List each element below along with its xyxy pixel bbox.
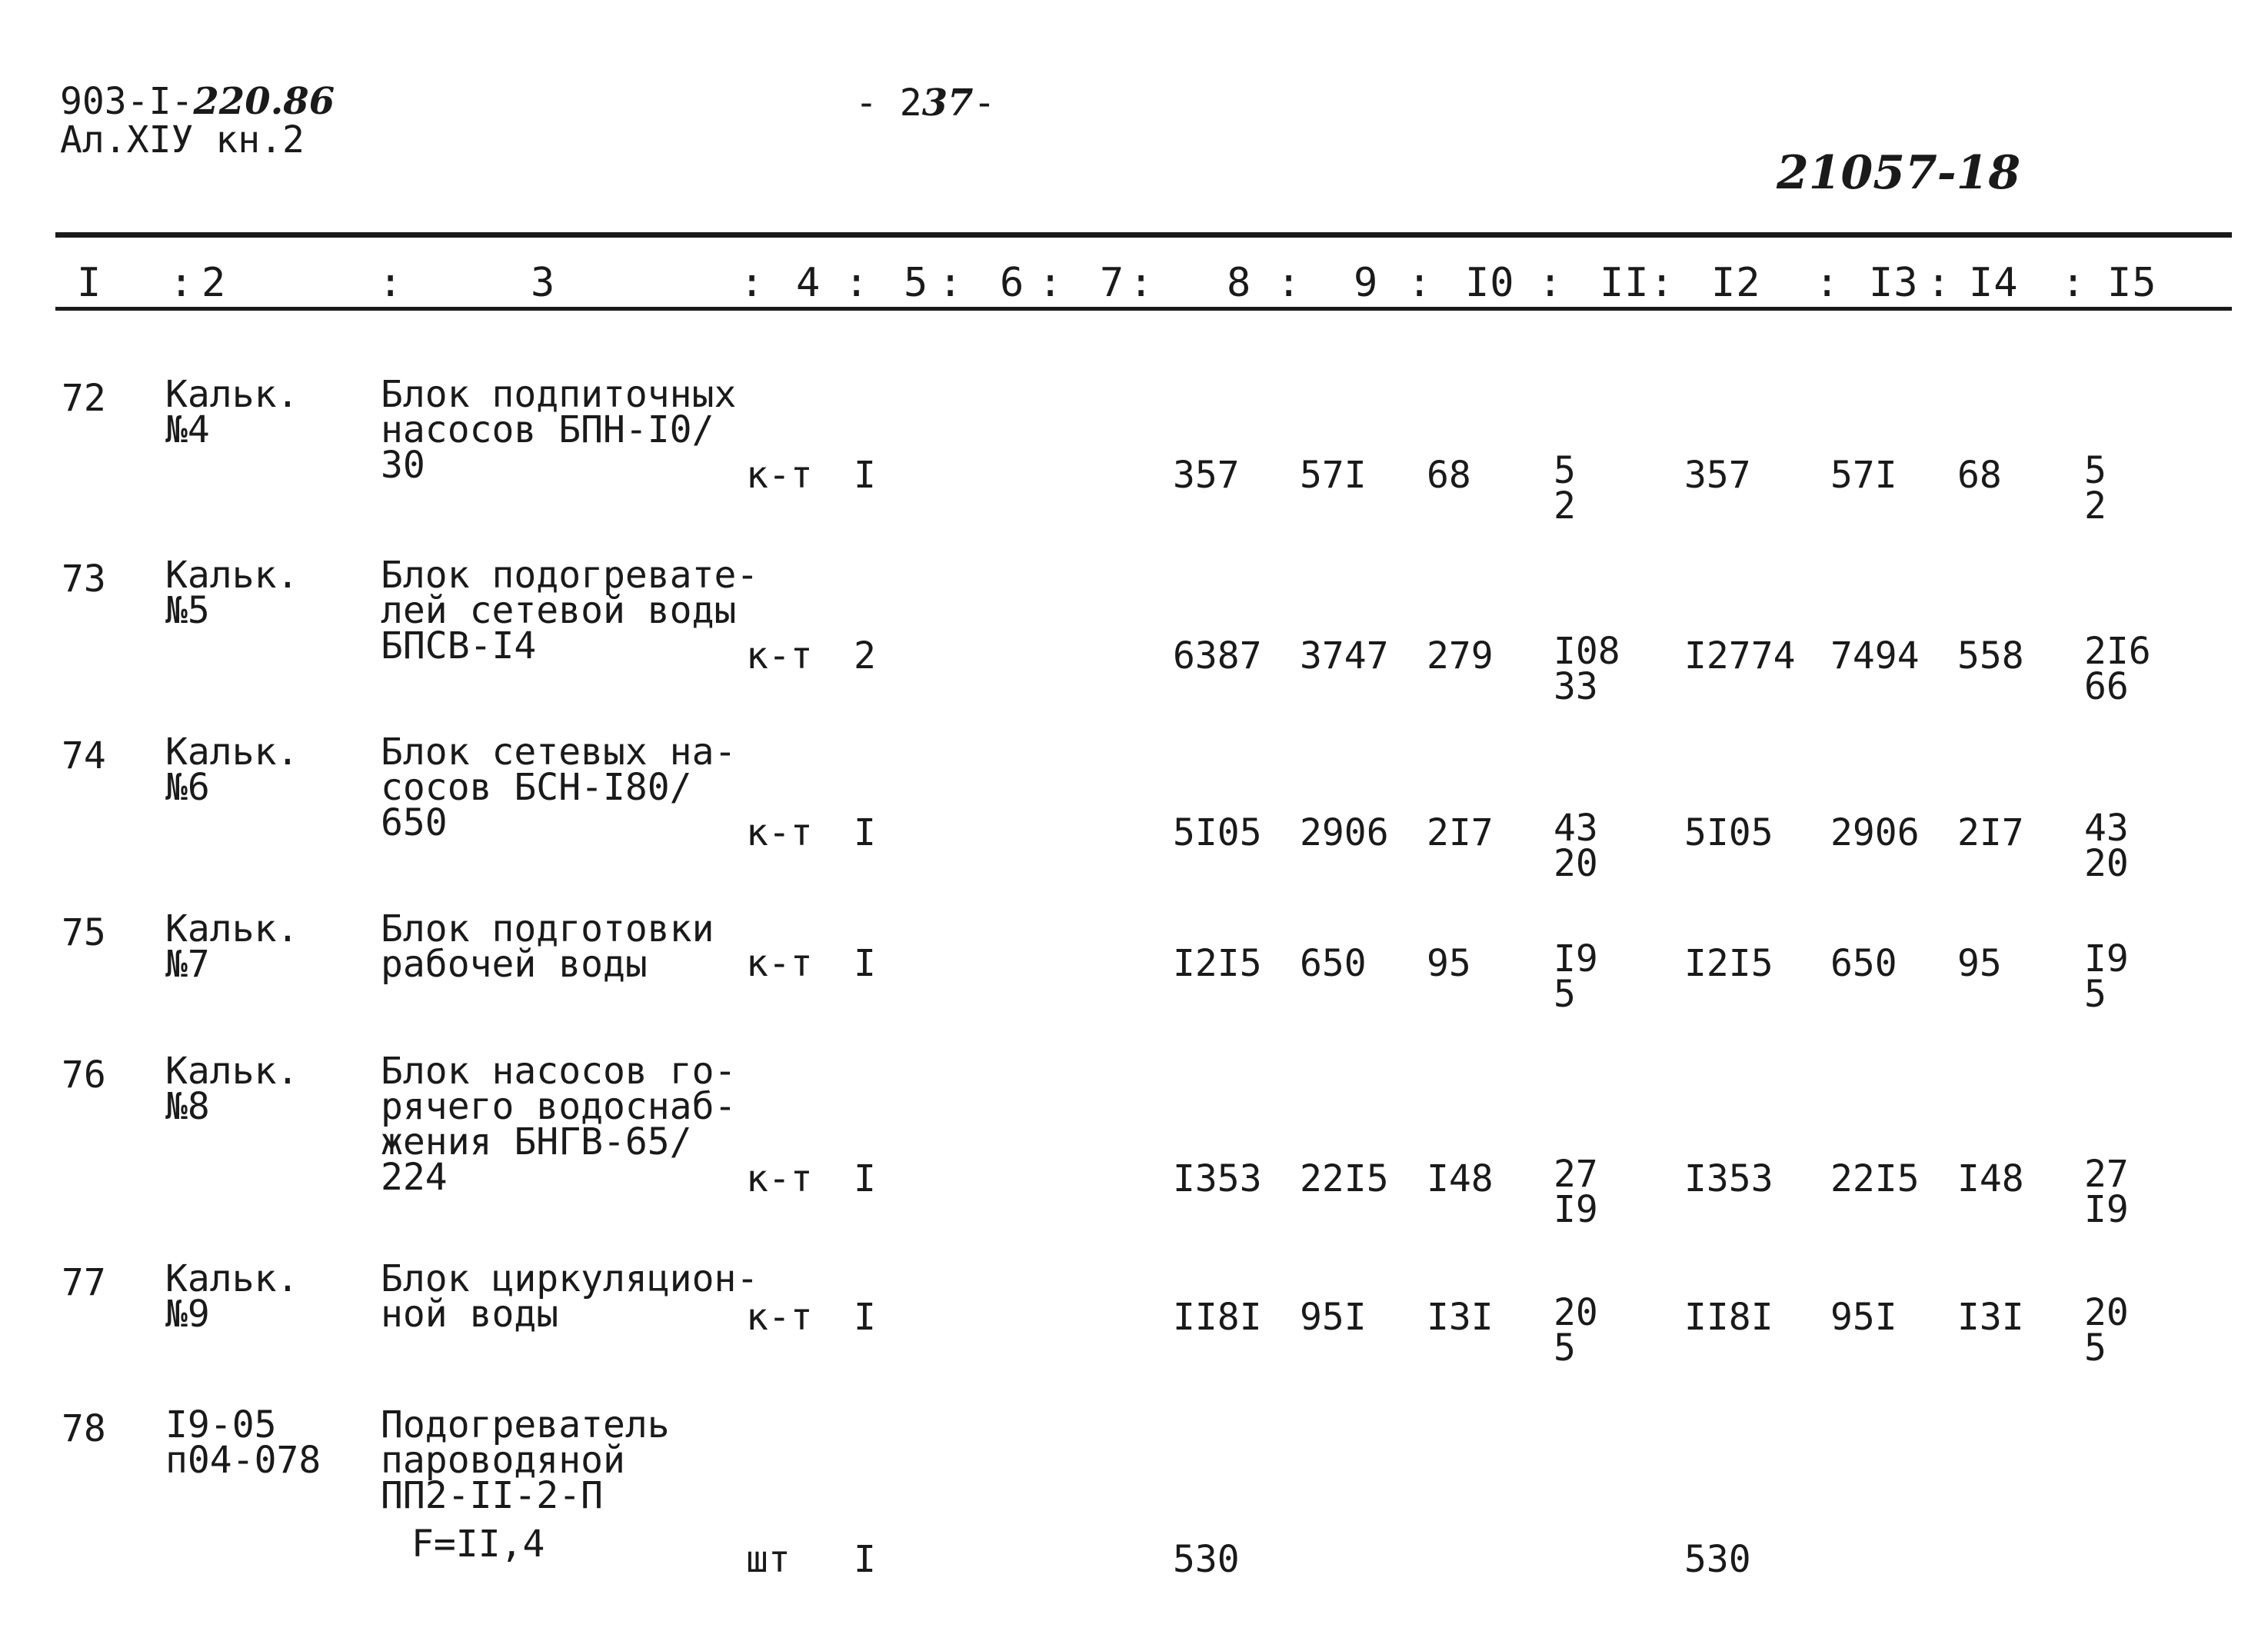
row-code-line: Кальк. bbox=[165, 1257, 299, 1300]
row-quantity: 2 bbox=[854, 634, 876, 677]
row-col15-top: I9 bbox=[2084, 937, 2129, 980]
row-name-line: 30 bbox=[381, 444, 425, 487]
row-col15-top: 2I6 bbox=[2084, 630, 2151, 673]
page-number-prefix: - 2 bbox=[855, 82, 922, 125]
column-number: I4 bbox=[1969, 260, 2019, 306]
column-separator: : bbox=[938, 260, 964, 306]
row-name-line: Блок насосов го- bbox=[381, 1050, 737, 1093]
row-col9: 2906 bbox=[1300, 811, 1389, 854]
row-code-line: №6 bbox=[165, 766, 210, 809]
row-col13: 22I5 bbox=[1830, 1157, 1920, 1200]
row-name-line: сосов БСН-I80/ bbox=[381, 766, 692, 809]
row-code-line: №8 bbox=[165, 1085, 210, 1128]
column-number: 6 bbox=[1000, 260, 1025, 306]
row-unit: к-т bbox=[746, 811, 813, 854]
row-col8: 5I05 bbox=[1173, 811, 1262, 854]
row-code-line: I9-05 bbox=[165, 1403, 277, 1446]
page-number-handwritten: 37 bbox=[921, 82, 974, 125]
row-name-line: Блок сетевых на- bbox=[381, 731, 737, 774]
column-number: 3 bbox=[531, 260, 556, 306]
row-unit: шт bbox=[746, 1538, 791, 1581]
row-name-line: Блок подогревате- bbox=[381, 554, 759, 597]
row-quantity: I bbox=[854, 942, 876, 985]
row-col9: 3747 bbox=[1300, 634, 1389, 677]
row-col15-bottom: 2 bbox=[2084, 484, 2106, 528]
row-name-line: жения БНГВ-65/ bbox=[381, 1120, 692, 1163]
row-col15-bottom: I9 bbox=[2084, 1188, 2129, 1231]
sheet-number: 21057-18 bbox=[1777, 146, 2021, 200]
row-col15-bottom: 5 bbox=[2084, 1326, 2106, 1370]
row-code-line: №5 bbox=[165, 589, 210, 632]
row-col14: 68 bbox=[1957, 454, 2002, 497]
column-number: 4 bbox=[796, 260, 821, 306]
column-number: 5 bbox=[904, 260, 929, 306]
column-separator: : bbox=[1277, 260, 1302, 306]
row-col11-top: I08 bbox=[1554, 630, 1620, 673]
column-separator: : bbox=[2061, 260, 2086, 306]
row-col8: II8I bbox=[1173, 1296, 1262, 1339]
row-name-line: БПСВ-I4 bbox=[381, 624, 537, 667]
row-name-line: F=II,4 bbox=[411, 1523, 545, 1566]
column-number: II bbox=[1600, 260, 1650, 306]
row-unit: к-т bbox=[746, 634, 813, 677]
row-col15-bottom: 66 bbox=[2084, 665, 2129, 708]
column-separator: : bbox=[169, 260, 195, 306]
row-col9: 22I5 bbox=[1300, 1157, 1389, 1200]
row-name-line: 650 bbox=[381, 801, 448, 844]
row-col15-top: 27 bbox=[2084, 1153, 2129, 1196]
row-number: 72 bbox=[62, 377, 106, 420]
row-name-line: пароводяной bbox=[381, 1439, 625, 1482]
row-col13: 2906 bbox=[1830, 811, 1920, 854]
row-unit: к-т bbox=[746, 454, 813, 497]
row-col12: I2I5 bbox=[1684, 942, 1773, 985]
row-col12: I353 bbox=[1684, 1157, 1773, 1200]
document-code-printed: 903-I- bbox=[60, 80, 194, 123]
row-name-line: ПП2-II-2-П bbox=[381, 1474, 603, 1517]
row-col15-top: 20 bbox=[2084, 1291, 2129, 1334]
row-col8: 6387 bbox=[1173, 634, 1262, 677]
row-col12: II8I bbox=[1684, 1296, 1773, 1339]
row-col12: 5I05 bbox=[1684, 811, 1773, 854]
row-col14: 2I7 bbox=[1957, 811, 2024, 854]
row-col11-bottom: 5 bbox=[1554, 973, 1576, 1016]
row-name-line: 224 bbox=[381, 1156, 448, 1199]
column-separator: : bbox=[1650, 260, 1675, 306]
column-number: I5 bbox=[2107, 260, 2157, 306]
row-col13: 57I bbox=[1830, 454, 1897, 497]
row-col11-top: 20 bbox=[1554, 1291, 1598, 1334]
row-number: 73 bbox=[62, 558, 106, 601]
row-col11-bottom: 5 bbox=[1554, 1326, 1576, 1370]
column-number: 8 bbox=[1227, 260, 1252, 306]
row-col12: 357 bbox=[1684, 454, 1751, 497]
row-code-line: п04-078 bbox=[165, 1439, 321, 1482]
column-separator: : bbox=[1407, 260, 1433, 306]
row-name-line: Блок циркуляцион- bbox=[381, 1257, 759, 1300]
row-quantity: I bbox=[854, 454, 876, 497]
row-code-line: Кальк. bbox=[165, 373, 299, 416]
row-name-line: лей сетевой воды bbox=[381, 589, 737, 632]
row-col14: I48 bbox=[1957, 1157, 2024, 1200]
row-col8: 357 bbox=[1173, 454, 1240, 497]
row-number: 75 bbox=[62, 911, 106, 954]
row-col13: 95I bbox=[1830, 1296, 1897, 1339]
row-name-line: насосов БПН-I0/ bbox=[381, 408, 714, 451]
row-col11-top: 5 bbox=[1554, 449, 1576, 492]
column-number: 7 bbox=[1100, 260, 1125, 306]
row-col14: 95 bbox=[1957, 942, 2002, 985]
document-code-handwritten: 220.86 bbox=[193, 80, 335, 123]
row-name-line: рячего водоснаб- bbox=[381, 1085, 737, 1128]
column-separator: : bbox=[1538, 260, 1564, 306]
column-separator: : bbox=[1815, 260, 1840, 306]
row-name-line: рабочей воды bbox=[381, 943, 648, 986]
row-number: 74 bbox=[62, 734, 106, 777]
row-unit: к-т bbox=[746, 942, 813, 985]
row-quantity: I bbox=[854, 811, 876, 854]
row-col10: 68 bbox=[1427, 454, 1471, 497]
column-separator: : bbox=[844, 260, 870, 306]
row-col8: I353 bbox=[1173, 1157, 1262, 1200]
row-col13: 650 bbox=[1830, 942, 1897, 985]
row-quantity: I bbox=[854, 1296, 876, 1339]
row-col13: 7494 bbox=[1830, 634, 1920, 677]
column-number: I3 bbox=[1869, 260, 1919, 306]
row-col9: 650 bbox=[1300, 942, 1367, 985]
document-code bbox=[60, 80, 335, 123]
column-separator: : bbox=[740, 260, 765, 306]
row-col10: I48 bbox=[1427, 1157, 1494, 1200]
row-name-line: Подогреватель bbox=[381, 1403, 670, 1446]
column-number: 9 bbox=[1354, 260, 1379, 306]
row-number: 78 bbox=[62, 1407, 106, 1450]
column-separator: : bbox=[1129, 260, 1154, 306]
row-number: 77 bbox=[62, 1261, 106, 1304]
row-code-line: Кальк. bbox=[165, 907, 299, 950]
row-col15-top: 5 bbox=[2084, 449, 2106, 492]
row-name-line: ной воды bbox=[381, 1293, 559, 1336]
row-col9: 95I bbox=[1300, 1296, 1367, 1339]
row-col11-bottom: 20 bbox=[1554, 842, 1598, 885]
row-col12: I2774 bbox=[1684, 634, 1796, 677]
row-col11-bottom: 33 bbox=[1554, 665, 1598, 708]
row-col14: I3I bbox=[1957, 1296, 2024, 1339]
row-col15-bottom: 5 bbox=[2084, 973, 2106, 1016]
row-name-line: Блок подпиточных bbox=[381, 373, 737, 416]
row-unit: к-т bbox=[746, 1296, 813, 1339]
column-separator: : bbox=[1038, 260, 1064, 306]
row-col14: 558 bbox=[1957, 634, 2024, 677]
column-number: I2 bbox=[1711, 260, 1761, 306]
row-code-line: №7 bbox=[165, 943, 210, 986]
row-code-line: №4 bbox=[165, 408, 210, 451]
row-code-line: Кальк. bbox=[165, 731, 299, 774]
row-col11-bottom: 2 bbox=[1554, 484, 1576, 528]
row-quantity: I bbox=[854, 1538, 876, 1581]
row-col10: I3I bbox=[1427, 1296, 1494, 1339]
row-col8: I2I5 bbox=[1173, 942, 1262, 985]
row-col10: 279 bbox=[1427, 634, 1494, 677]
row-number: 76 bbox=[62, 1054, 106, 1097]
column-number: 2 bbox=[201, 260, 227, 306]
column-number: I0 bbox=[1465, 260, 1515, 306]
page-number-suffix: - bbox=[973, 82, 996, 125]
column-separator: : bbox=[378, 260, 404, 306]
row-name-line: Блок подготовки bbox=[381, 907, 714, 950]
row-unit: к-т bbox=[746, 1157, 813, 1200]
row-col15-top: 43 bbox=[2084, 807, 2129, 850]
row-col10: 95 bbox=[1427, 942, 1471, 985]
row-col11-top: I9 bbox=[1554, 937, 1598, 980]
row-col10: 2I7 bbox=[1427, 811, 1494, 854]
row-col11-top: 27 bbox=[1554, 1153, 1598, 1196]
column-separator: : bbox=[1927, 260, 1952, 306]
row-code-line: Кальк. bbox=[165, 554, 299, 597]
row-col9: 57I bbox=[1300, 454, 1367, 497]
row-col15-bottom: 20 bbox=[2084, 842, 2129, 885]
row-col12: 530 bbox=[1684, 1538, 1751, 1581]
top-rule bbox=[55, 232, 2232, 238]
page-number bbox=[855, 82, 996, 125]
row-quantity: I bbox=[854, 1157, 876, 1200]
row-code-line: Кальк. bbox=[165, 1050, 299, 1093]
album-line: Ал.XIУ кн.2 bbox=[60, 118, 305, 161]
column-number: I bbox=[77, 260, 102, 306]
header-rule bbox=[55, 307, 2232, 311]
row-col11-top: 43 bbox=[1554, 807, 1598, 850]
row-col8: 530 bbox=[1173, 1538, 1240, 1581]
row-col11-bottom: I9 bbox=[1554, 1188, 1598, 1231]
row-code-line: №9 bbox=[165, 1293, 210, 1336]
